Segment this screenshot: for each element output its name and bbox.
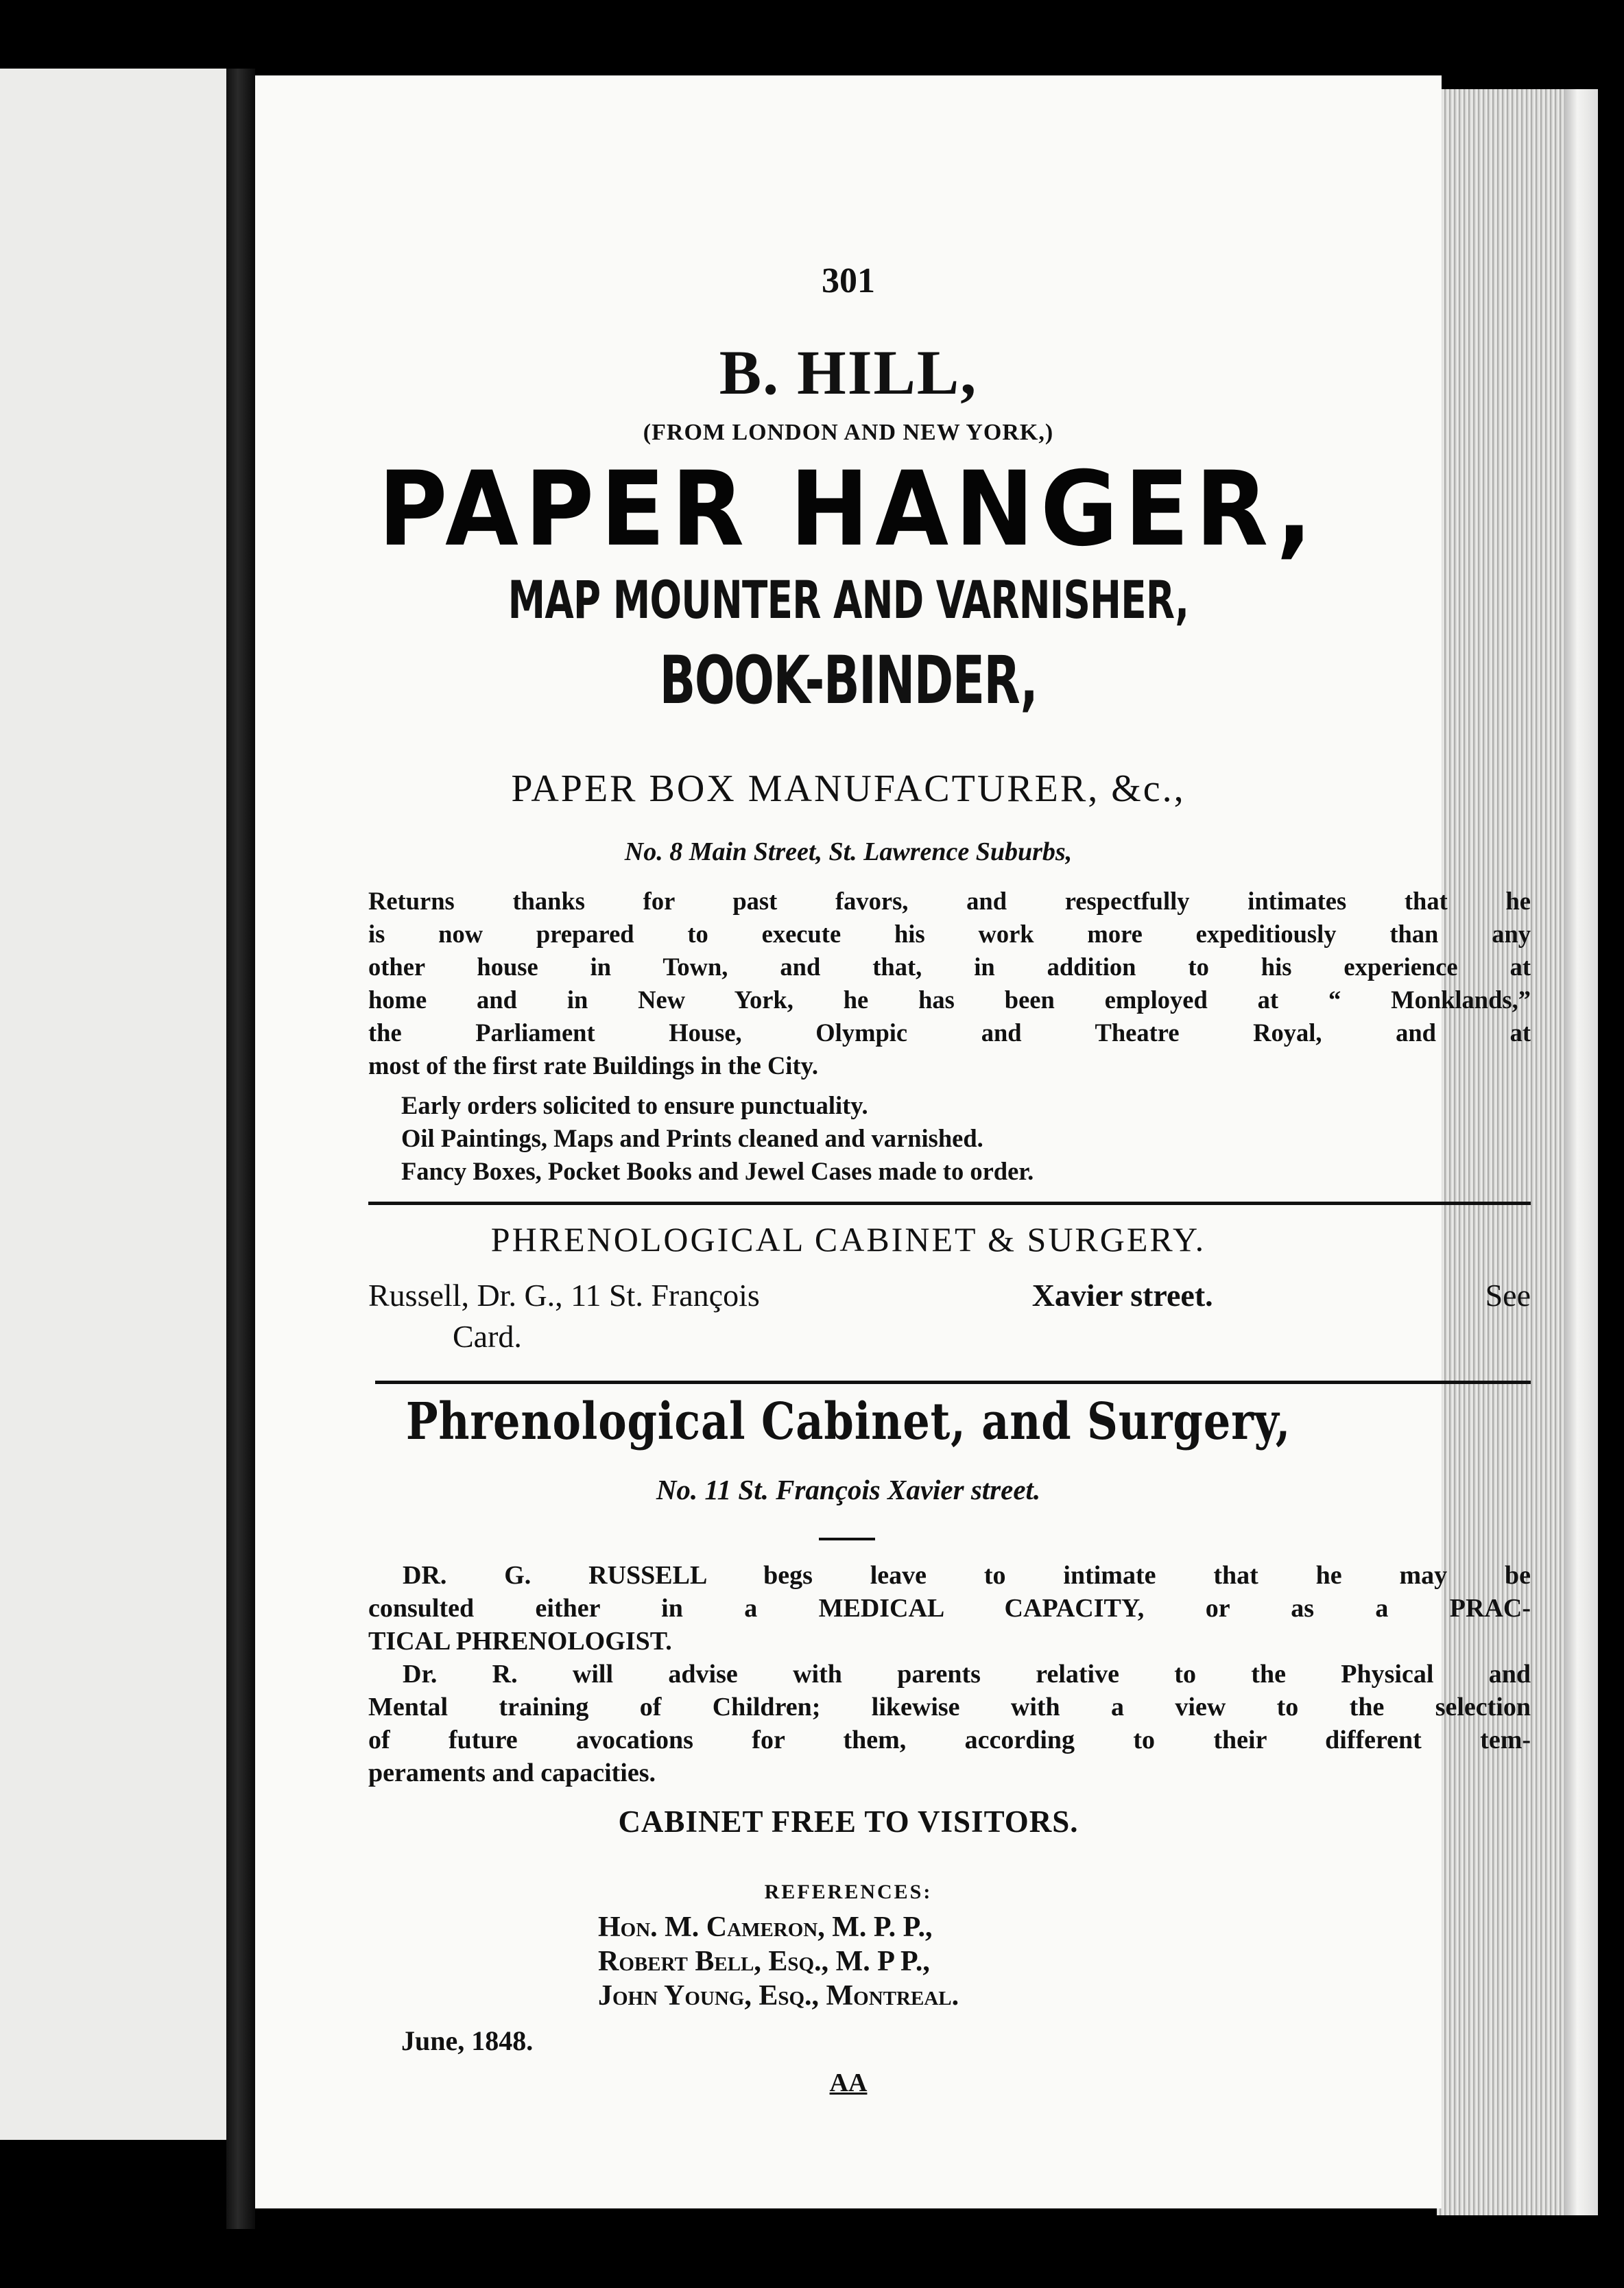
listing-see: See bbox=[1485, 1278, 1531, 1313]
notice-line: Early orders solicited to ensure punctuality. bbox=[401, 1091, 868, 1119]
body-line: consulted either in a MEDICAL CAPACITY, or as a PRAC- bbox=[368, 1594, 1531, 1623]
intro-line: home and in New York, he has been employed at “ Monklands,” bbox=[368, 986, 1531, 1014]
advertiser-name: B. HILL, bbox=[719, 337, 978, 407]
trade-map-mounter: MAP MOUNTER AND VARNISHER, bbox=[508, 569, 1189, 630]
book-page bbox=[255, 75, 1531, 2208]
trade-paper-hanger: PAPER HANGER, bbox=[378, 450, 1319, 569]
advert-heading: Phrenological Cabinet, and Surgery, bbox=[405, 1392, 1291, 1451]
notice-line: Oil Paintings, Maps and Prints cleaned and varnished. bbox=[401, 1124, 983, 1152]
references-label: REFERENCES: bbox=[764, 1881, 933, 1903]
body-line: of future avocations for them, according to their different tem- bbox=[368, 1726, 1531, 1754]
listing-street: Xavier street. bbox=[1031, 1278, 1213, 1313]
body-line: Mental training of Children; likewise with a view to the selection bbox=[368, 1693, 1531, 1721]
advert-address: No. 11 St. François Xavier street. bbox=[656, 1474, 1041, 1505]
page-number: 301 bbox=[822, 261, 875, 300]
trade-paper-box: PAPER BOX MANUFACTURER, &c., bbox=[511, 767, 1186, 810]
intro-line: Returns thanks for past favors, and respectfully intimates that he bbox=[368, 887, 1531, 915]
page-edges bbox=[1437, 89, 1598, 2215]
advert-date: June, 1848. bbox=[401, 2025, 534, 2056]
listing-name: Russell, Dr. G., 11 St. François bbox=[368, 1278, 760, 1313]
advert-body bbox=[368, 1559, 1531, 1789]
notice-lines bbox=[401, 1089, 1034, 1188]
divider-rule bbox=[375, 1381, 1531, 1384]
trade-book-binder: BOOK-BINDER, bbox=[659, 642, 1038, 719]
body-line: Dr. R. will advise with parents relative to the Physical and bbox=[403, 1660, 1531, 1689]
reference-entry: Hon. M. Cameron, M. P. P., bbox=[598, 1911, 933, 1943]
cabinet-notice: CABINET FREE TO VISITORS. bbox=[618, 1804, 1079, 1839]
intro-line: is now prepared to execute his work more expeditiously than any bbox=[368, 920, 1531, 948]
advertiser-origin: (FROM LONDON AND NEW YORK,) bbox=[643, 420, 1054, 445]
reference-entry: Robert Bell, Esq., M. P P., bbox=[598, 1946, 930, 1977]
facing-page bbox=[0, 69, 230, 2140]
body-line: TICAL PHRENOLOGIST. bbox=[368, 1627, 672, 1656]
reference-entry: John Young, Esq., Montreal. bbox=[598, 1980, 959, 2012]
body-line: DR. G. RUSSELL begs leave to intimate that he may be bbox=[403, 1561, 1531, 1590]
intro-line: the Parliament House, Olympic and Theatre Royal, and at bbox=[368, 1018, 1531, 1047]
listing-card: Card. bbox=[453, 1319, 522, 1354]
book-spine bbox=[226, 69, 255, 2229]
divider-rule bbox=[368, 1202, 1531, 1205]
listing-heading: PHRENOLOGICAL CABINET & SURGERY. bbox=[490, 1220, 1206, 1259]
listing-entry bbox=[368, 1277, 1531, 1313]
intro-line: other house in Town, and that, in addition to his experience at bbox=[368, 953, 1531, 981]
intro-line: most of the first rate Buildings in the City. bbox=[368, 1051, 818, 1080]
notice-line: Fancy Boxes, Pocket Books and Jewel Cases made to order. bbox=[401, 1157, 1034, 1185]
signature-mark: AA bbox=[829, 2069, 868, 2097]
short-rule bbox=[819, 1538, 875, 1540]
body-line: peraments and capacities. bbox=[368, 1759, 656, 1787]
advertiser-address: No. 8 Main Street, St. Lawrence Suburbs, bbox=[624, 837, 1073, 866]
